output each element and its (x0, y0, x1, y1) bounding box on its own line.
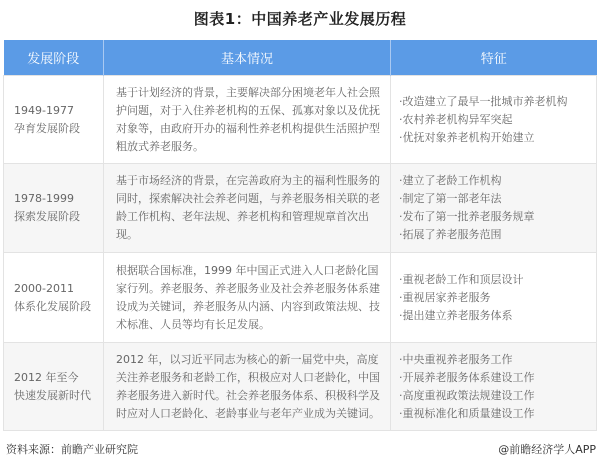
description-cell: 基于计划经济的背景，主要解决部分困境老年人社会照护问题，对于入住养老机构的五保、孤寡对象以及优抚对象等，由政府开办的福利性养老机构提供生活照护型粗放式养老服务。 (104, 76, 391, 164)
description-cell: 2012 年，以习近平同志为核心的新一届党中央，高度关注养老服务和老龄工作，积极应对人口老龄化，中国养老服务进入新时代。社会养老服务体系、积极科学及时应对人口老龄化、老龄事业与老年产业成为关键词。 (104, 343, 391, 431)
table-row (4, 164, 597, 253)
stage-label: 体系化发展阶段 (14, 299, 91, 313)
table-header-row (4, 40, 597, 76)
stage-cell (4, 343, 104, 431)
feature-item: · 重视标准化和质量建设工作 (399, 405, 590, 423)
header-description: 基本情况 (104, 40, 391, 76)
period-label: 2012 年至今 (14, 370, 79, 384)
feature-item: · 农村养老机构异军突起 (399, 111, 590, 129)
features-cell (391, 253, 597, 343)
stage-label: 快速发展新时代 (14, 388, 91, 402)
stage-label: 孕育发展阶段 (14, 121, 80, 135)
features-cell (391, 164, 597, 253)
credit-note: @前瞻经济学人APP (498, 443, 596, 456)
development-history-table (3, 40, 597, 431)
feature-item: · 优抚对象养老机构开始建立 (399, 129, 590, 147)
feature-item: · 拓展了养老服务范围 (399, 226, 590, 244)
feature-item: · 中央重视养老服务工作 (399, 351, 590, 369)
feature-item: · 高度重视政策法规建设工作 (399, 387, 590, 405)
table-row (4, 253, 597, 343)
source-note: 资料来源：前瞻产业研究院 (6, 443, 138, 456)
header-features: 特征 (391, 40, 597, 76)
period-label: 1949-1977 (14, 103, 74, 117)
description-cell: 基于市场经济的背景，在完善政府为主的福利性服务的同时，探索解决社会养老问题，与养老服务相关联的老龄工作机构、老年法规、养老机构和管理规章首次出现。 (104, 164, 391, 253)
stage-cell (4, 253, 104, 343)
features-cell (391, 76, 597, 164)
feature-item: · 提出建立养老服务体系 (399, 307, 590, 325)
stage-label: 探索发展阶段 (14, 210, 80, 223)
feature-item: · 建立了老龄工作机构 (399, 172, 590, 190)
table-row (4, 76, 597, 164)
feature-item: · 发布了第一批养老服务规章 (399, 208, 590, 226)
page-title: 图表1：中国养老产业发展历程 (193, 10, 407, 28)
stage-cell (4, 164, 104, 253)
stage-cell (4, 76, 104, 164)
feature-item: · 重视居家养老服务 (399, 289, 590, 307)
feature-item: · 改造建立了最早一批城市养老机构 (399, 93, 590, 111)
feature-item: · 制定了第一部老年法 (399, 190, 590, 208)
table-row (4, 343, 597, 431)
header-stage: 发展阶段 (4, 40, 104, 76)
feature-item: · 重视老龄工作和顶层设计 (399, 271, 590, 289)
features-cell (391, 343, 597, 431)
period-label: 1978-1999 (14, 192, 74, 205)
feature-item: · 开展养老服务体系建设工作 (399, 369, 590, 387)
description-cell: 根据联合国标准，1999 年中国正式进入人口老龄化国家行列。养老服务、养老服务业及社会养老服务体系建设成为关键词，养老服务从内涵、内容到政策法规、技术标准、人员等均有长足发展。 (104, 253, 391, 343)
period-label: 2000-2011 (14, 281, 74, 295)
